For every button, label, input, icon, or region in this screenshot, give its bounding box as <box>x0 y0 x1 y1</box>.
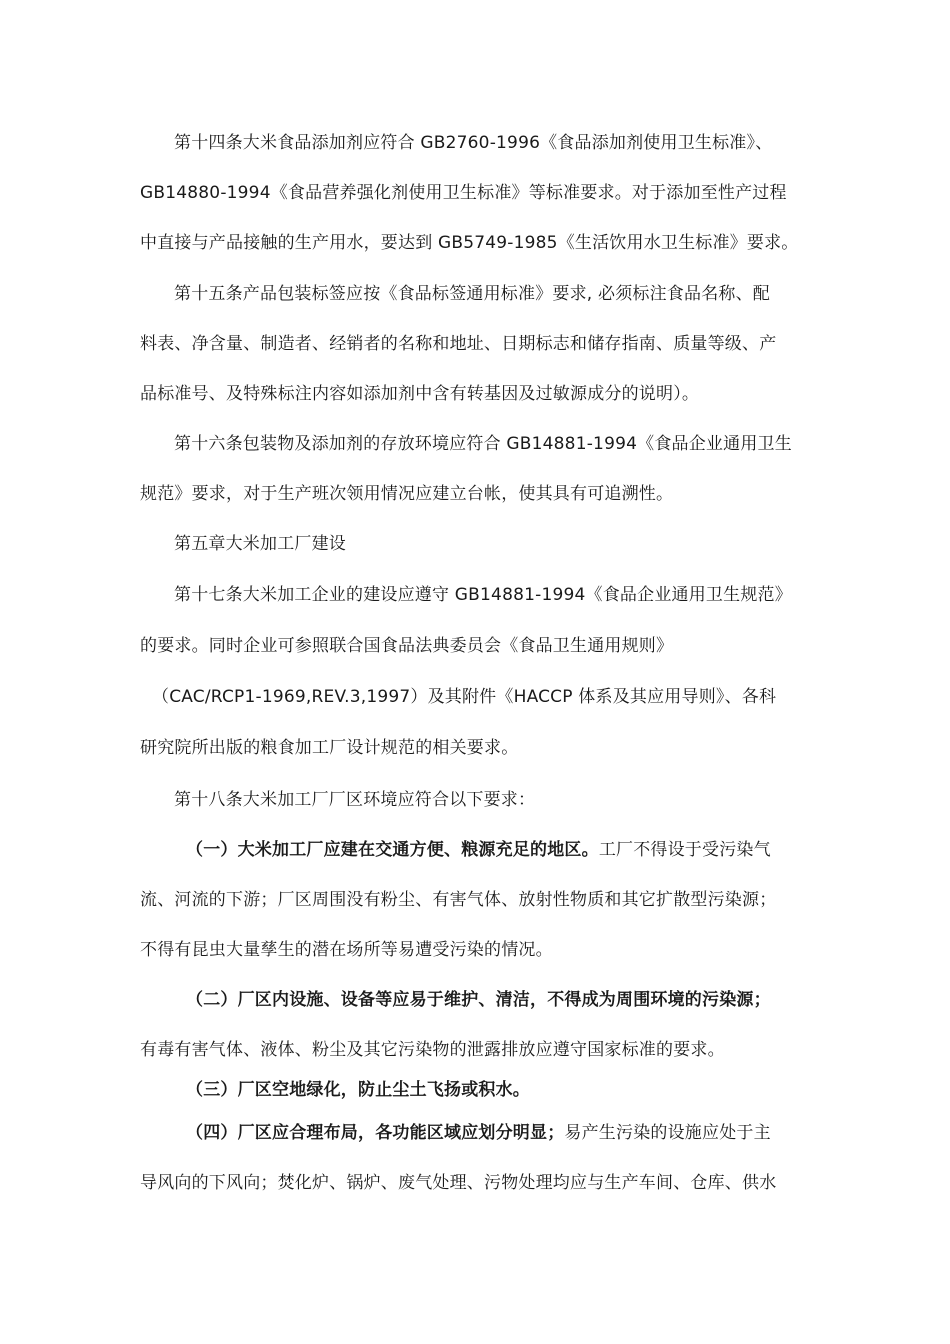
text-line: （四）厂区应合理布局，各功能区域应划分明显；易产生污染的设施应处于主 <box>186 1123 771 1143</box>
text-line: （CAC/RCP1-1969,REV.3,1997）及其附件《HACCP 体系及其应用导则》、各科 <box>152 687 777 707</box>
text-line: 第十五条产品包装标签应按《食品标签通用标准》要求, 必须标注食品名称、配 <box>174 284 771 304</box>
text-line: 第十八条大米加工厂厂区环境应符合以下要求： <box>174 790 536 810</box>
text-line: 料表、净含量、制造者、经销者的名称和地址、日期标志和储存指南、质量等级、产 <box>140 334 777 354</box>
text-line: 导风向的下风向；焚化炉、锅炉、废气处理、污物处理均应与生产车间、仓库、供水 <box>140 1173 777 1193</box>
text-line: 中直接与产品接触的生产用水，要达到 GB5749-1985《生活饮用水卫生标准》要求。 <box>140 233 799 253</box>
text-line: 不得有昆虫大量孳生的潜在场所等易遭受污染的情况。 <box>140 940 553 960</box>
text-line: 有毒有害气体、液体、粉尘及其它污染物的泄露排放应遵守国家标准的要求。 <box>140 1040 725 1060</box>
text-line: 第十七条大米加工企业的建设应遵守 GB14881-1994《食品企业通用卫生规范》 <box>174 585 792 605</box>
bold-clause: （一）大米加工厂应建在交通方便、粮源充足的地区。 <box>186 840 599 860</box>
text-line: 品标准号、及特殊标注内容如添加剂中含有转基因及过敏源成分的说明）。 <box>140 384 700 404</box>
text-line: 规范》要求，对于生产班次领用情况应建立台帐，使其具有可追溯性。 <box>140 484 674 504</box>
text-line: （一）大米加工厂应建在交通方便、粮源充足的地区。工厂不得设于受污染气 <box>186 840 771 860</box>
text-line: 研究院所出版的粮食加工厂设计规范的相关要求。 <box>140 738 519 758</box>
bold-clause: （四）厂区应合理布局，各功能区域应划分明显； <box>186 1123 565 1143</box>
bold-clause: （三）厂区空地绿化，防止尘土飞扬或积水。 <box>186 1080 530 1100</box>
text-line: 流、河流的下游；厂区周围没有粉尘、有害气体、放射性物质和其它扩散型污染源； <box>140 890 777 910</box>
chapter-heading: 第五章大米加工厂建设 <box>174 534 346 554</box>
bold-clause: （二）厂区内设施、设备等应易于维护、清洁，不得成为周围环境的污染源； <box>186 990 771 1010</box>
text-line: GB14880-1994《食品营养强化剂使用卫生标准》等标准要求。对于添加至性产过程 <box>140 183 787 203</box>
text-line: 第十六条包装物及添加剂的存放环境应符合 GB14881-1994《食品企业通用卫生 <box>174 434 792 454</box>
text-line: 的要求。同时企业可参照联合国食品法典委员会《食品卫生通用规则》 <box>140 636 674 656</box>
text-line: 第十四条大米食品添加剂应符合 GB2760-1996《食品添加剂使用卫生标准》、 <box>174 133 773 153</box>
